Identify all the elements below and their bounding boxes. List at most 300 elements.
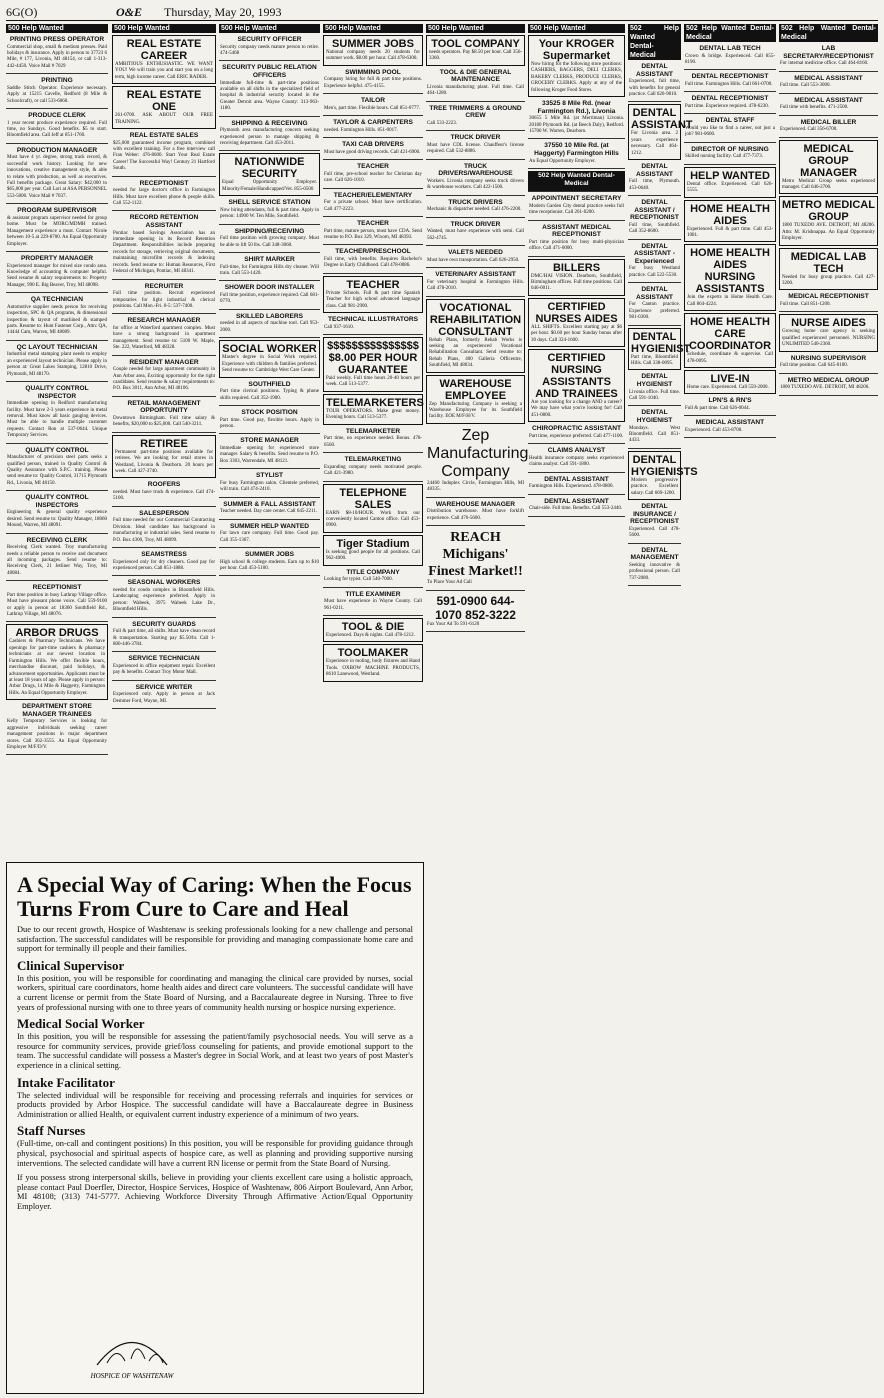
ad-body: 1 year recent produce experience required. Full time, no Sundays. Good benefits. $5 to start. Bloomfield area. Call Jeff at 851-1760. bbox=[7, 120, 107, 139]
classified-ad bbox=[219, 436, 320, 469]
ad-title: CLAIMS ANALYST bbox=[547, 447, 606, 455]
ad-title: TEACHER/ELEMENTARY bbox=[333, 191, 413, 199]
classified-ad bbox=[219, 227, 320, 253]
classified-ad bbox=[684, 313, 776, 368]
ad-title: PRINTING bbox=[41, 77, 73, 85]
classified-ad bbox=[628, 451, 698, 500]
classified-ad bbox=[6, 536, 108, 582]
ad-title: HOME HEALTH AIDES bbox=[690, 202, 770, 227]
classified-ad bbox=[426, 162, 525, 196]
page-number: 6G(O) bbox=[6, 5, 38, 19]
column-heading: 500 Help Wanted bbox=[426, 24, 525, 33]
ad-body: Full & part time, all shifts. Must have clean record & transportation. Starting pay $5.50/hr. Call 1-800-446-3784. bbox=[113, 629, 215, 648]
ad-body: Part time, experience preferred. Call 477-1100. bbox=[529, 433, 624, 439]
classified-ad bbox=[112, 435, 216, 479]
classified-ad bbox=[426, 220, 525, 246]
classified-ad bbox=[528, 497, 625, 517]
column-heading: 502 Help Wanted Dental-Medical bbox=[630, 25, 679, 59]
classified-ad bbox=[528, 259, 625, 296]
ad-body: Join the experts in Home Health Care. Call 864-4224. bbox=[687, 295, 773, 307]
classified-ad bbox=[426, 299, 525, 373]
classified-ad bbox=[323, 118, 423, 138]
classified-ad bbox=[528, 99, 625, 139]
ad-body: Modern progressive practice. Excellent salary. Call 669-1200. bbox=[631, 477, 678, 496]
ad-body: National company needs 20 students for summer work. $8.00 per hour. Call 478-6300. bbox=[326, 50, 420, 62]
ad-title: 502 Help Wanted Dental-Medical bbox=[538, 172, 615, 187]
classified-column bbox=[779, 24, 878, 1394]
ad-title: DENTAL RECEPTIONIST bbox=[691, 73, 769, 81]
column-heading: 500 Help Wanted bbox=[528, 24, 625, 33]
ad-body: Livonia manufacturing plant. Full time. Call 464-1280. bbox=[427, 85, 524, 97]
ad-title: 591-0900 644-1070 852-3222 bbox=[435, 593, 516, 622]
ad-title: TRUCK DRIVERS/WAREHOUSE bbox=[438, 162, 513, 178]
ad-title: 37550 10 Mile Rd. (at Haggerty) Farmington Hills bbox=[534, 142, 619, 158]
hospice-section-body: The selected individual will be responsible for receiving and processing referrals and inquiries for services or products provided by Arbor Hospice. The successful candidate will have a Baccalaureate degree in Business Administration or allied Health, or equivalent current industry experience of a minimum of two years. bbox=[17, 1090, 413, 1119]
classified-ad bbox=[628, 372, 681, 406]
ad-title: DEPARTMENT STORE MANAGER TRAINEES bbox=[22, 703, 92, 718]
ad-title: 33525 8 Mile Rd. (near Farmington Rd.), Livonia bbox=[537, 100, 616, 115]
ad-body: Part time, mature person, must have CDA. Send resume to P.O. Box 329, Wixom, MI 48393. bbox=[324, 228, 422, 241]
classified-ad bbox=[219, 500, 320, 520]
column-heading: 502 Help Wanted Dental-Medical bbox=[686, 25, 774, 41]
classified-ad bbox=[779, 118, 878, 138]
ad-title: DENTAL ASSISTANT bbox=[636, 286, 673, 301]
ad-body: Part time position for busy multi-physician office. Call 471-0000. bbox=[529, 239, 624, 252]
ad-title: WAREHOUSE EMPLOYEE bbox=[439, 377, 512, 402]
classified-ad bbox=[219, 63, 320, 116]
classified-ad bbox=[779, 196, 878, 245]
ad-body: Wanted, must have experience with semi. Call 562-4745. bbox=[427, 229, 524, 241]
ad-title: PROGRAM SUPERVISOR bbox=[17, 207, 97, 215]
ad-body: Schedule, coordinate & supervise. Call 478-0095. bbox=[687, 352, 773, 364]
classified-ad bbox=[628, 546, 681, 586]
ad-body: Mondays. West Bloomfield. Call 851-4433. bbox=[629, 425, 680, 444]
ad-body: needed for condo complex in Bloomfield Hills. Landscaping experience preferred. Apply in person: Wabeek, 3975 Wabeek Lake Dr., Bloomfield Hills. bbox=[113, 588, 215, 613]
ad-title: TAYLOR & CARPENTERS bbox=[333, 119, 413, 127]
ad-title: SUMMER & FALL ASSISTANT bbox=[223, 500, 316, 508]
ad-body: Full-time, for Farmington Hills dry cleaner. Will train. Call 553-1420. bbox=[220, 264, 319, 277]
ad-body: Full time, Plymouth. 453-0640. bbox=[629, 179, 680, 191]
classified-ad bbox=[323, 315, 423, 335]
ad-body: Home care. Experienced. Call 559-2000. bbox=[687, 385, 769, 391]
ad-title: METRO MEDICAL GROUP bbox=[787, 376, 870, 384]
hospice-logo-text: HOSPICE OF WASHTENAW bbox=[90, 1372, 174, 1380]
classified-ad bbox=[6, 76, 108, 109]
ad-title: BILLERS bbox=[552, 261, 601, 274]
classified-ad bbox=[528, 223, 625, 257]
ad-title: REAL ESTATE CAREER bbox=[126, 38, 202, 62]
classified-ad bbox=[112, 282, 216, 315]
hospice-section-title: Medical Social Worker bbox=[17, 1016, 145, 1032]
ad-title: HOME HEALTH AIDES NURSING ASSISTANTS bbox=[690, 247, 770, 296]
ad-title: TITLE EXAMINER bbox=[345, 590, 401, 598]
column-heading: 500 Help Wanted bbox=[6, 24, 108, 33]
ad-title: TOOL & DIE GENERAL MAINTENANCE bbox=[439, 68, 512, 84]
ad-body: High school & college students. Earn up to $10 per hour. Call 453-5100. bbox=[220, 559, 319, 571]
ad-title: LIVE-IN bbox=[710, 373, 750, 386]
ad-body: Security company needs mature person to retire. 474-5468 bbox=[220, 44, 319, 56]
classified-ad bbox=[323, 590, 423, 616]
ad-title: DENTAL HYGIENIST bbox=[636, 373, 673, 389]
classified-ad bbox=[628, 328, 691, 371]
ad-body: Full time needed for our Commercial Contracting Division. Ideal candidate has background in manufacturing or industrial sales. Send resume to P.O. Box 4300, Troy, MI 48099. bbox=[113, 518, 215, 543]
classified-ad bbox=[628, 408, 681, 448]
ad-title: QUALITY CONTROL bbox=[25, 446, 89, 454]
ad-title: REAL ESTATE SALES bbox=[129, 132, 199, 140]
ad-body: Part time, Bloomfield Hills. Call 338-0095. bbox=[631, 354, 678, 367]
classified-ad bbox=[628, 162, 681, 196]
ad-body: 261-0700. ASK ABOUT OUR FREE TRAINING. bbox=[115, 113, 213, 125]
ad-body: Master's degree in Social Work required. Experience with children & families preferred. Send resume to: Cambridge West Care Center. bbox=[222, 355, 317, 374]
ad-title: RECORD RETENTION ASSISTANT bbox=[129, 214, 199, 230]
classified-ad bbox=[323, 219, 423, 245]
ad-body: Couple needed for large apartment community in Ann Arbor area, Exciting opportunity for the right candidates. Send resume & salary requirements to: P.O. Box 3011, Ann Arbor, MI 48106. bbox=[113, 367, 215, 392]
classified-ad bbox=[684, 200, 776, 243]
ad-title: TOOL COMPANY bbox=[431, 38, 520, 50]
classified-ad bbox=[628, 285, 681, 325]
ad-body: needed. Farmington Hills. 851-0017. bbox=[324, 127, 398, 133]
ad-title: TRUCK DRIVER bbox=[450, 134, 501, 142]
ad-body: EARN $8-10/HOUR. Work from our conveniently located Canton office. Call 453-0900. bbox=[326, 510, 420, 529]
page-header bbox=[6, 4, 878, 21]
classified-ad bbox=[323, 276, 423, 313]
ad-body: Expanding company needs motivated people. Call 421-3980. bbox=[324, 464, 422, 477]
ad-body: Part time. Experience required. 478-6230. bbox=[685, 104, 769, 109]
classified-ad bbox=[528, 141, 625, 169]
ad-body: For Livonia area. 2 years experience necessary. Call 464-1212. bbox=[631, 131, 678, 156]
ad-body: Is seeking good people for all positions. Call 962-4000. bbox=[326, 549, 420, 562]
ad-body: Dental office. Experienced. Call 626-5555. bbox=[687, 181, 773, 194]
hospice-ad bbox=[6, 862, 424, 1394]
ad-title: ARBOR DRUGS bbox=[15, 627, 99, 640]
ad-title: NATIONWIDE SECURITY bbox=[234, 156, 305, 181]
ad-title: QC LAYOUT TECHNICIAN bbox=[16, 343, 98, 351]
issue-date: Thursday, May 20, 1993 bbox=[164, 5, 282, 19]
ad-title: TEACHER bbox=[357, 163, 389, 171]
ad-body: Experienced. Days & nights. Call 478-1212. bbox=[326, 632, 415, 638]
ad-title: SECURITY PUBLIC RELATION OFFICERS bbox=[222, 64, 317, 79]
ad-body: Health insurance company seeks experienced claims analyst. Call 591-1800. bbox=[529, 455, 624, 468]
ad-title: DENTAL STAFF bbox=[705, 117, 755, 125]
classified-ad bbox=[684, 72, 776, 92]
classified-ad bbox=[323, 618, 423, 642]
ad-body: Seeking innovative & professional person. Call 737-2080. bbox=[629, 562, 680, 581]
ad-title: MEDICAL BILLER bbox=[800, 118, 857, 126]
ad-body: 24460 Indoplex Circle, Farmington Hills, MI 48335. bbox=[427, 480, 524, 493]
classified-ad bbox=[528, 194, 625, 220]
ad-body: Pontiac based Savings Association has an immediate opening in its Record Retention Department. Responsibilities include preparing records for storage, retrieving original documents, maintaining microfilm records & indexing records. Send resume to: Human Resources, First Federal of Michigan, Pontiac, MI 48341. bbox=[113, 230, 215, 275]
ad-title: SOCIAL WORKER bbox=[222, 343, 317, 356]
classified-ad bbox=[684, 44, 776, 70]
ad-body: AMBITIOUS ENTHUSIASTIC. WE WANT YOU! We will train you and start you on a long term, high income career. Call ERIC RADER. bbox=[115, 62, 213, 80]
ad-body: Full time, pre-school teacher for Christian day care. Call 626-1010. bbox=[324, 171, 422, 184]
classified-ad bbox=[6, 343, 108, 382]
ad-body: 1800 TUXEDO AVE. DETROIT, MI 48206. bbox=[780, 385, 870, 391]
column-heading: 502 Help Wanted Dental-Medical bbox=[781, 25, 876, 41]
classified-ad bbox=[6, 111, 108, 144]
ad-body: Automotive supplier needs person for receiving inspection, SPC & QA programs, & dimensional inspection & layout of machined & stamped parts. Resume to: Hunt Fastener Corp., Attn: QA, 14444 Cam, Warren, MI 48089. bbox=[7, 304, 107, 336]
classified-column bbox=[684, 24, 776, 1394]
classified-ad bbox=[528, 298, 625, 347]
hospice-ad-heading: A Special Way of Caring: When the Focus Turns From Cure to Care and Heal bbox=[17, 872, 412, 921]
hospice-section-title: Clinical Supervisor bbox=[17, 957, 125, 973]
ad-body: Immediate opening in Redford manufacturing facility. Must have 2-3 years experience in metal removal. Must know all basic gauging devices. Must be able to handle multiple customer requests. Contact Ron at 537-0644. Unique Temporary Services. bbox=[7, 401, 107, 439]
ad-body: Experience in tooling, body fixtures and Hand Tools. OXBOW MACHINE PRODUCTS, 8610 Lanewood, Westland. bbox=[326, 659, 420, 678]
ad-body: Looking for typist. Call 540-7000. bbox=[324, 577, 393, 583]
classified-ad bbox=[528, 424, 625, 444]
ad-title: PRODUCTION MANAGER bbox=[16, 146, 98, 154]
classified-ad bbox=[6, 295, 108, 341]
ad-body: Experienced. Call 478-5600. bbox=[629, 526, 680, 539]
classified-ad bbox=[426, 35, 525, 66]
ad-body: For lawn care company. Full time. Good pay. Call 355-1367. bbox=[220, 531, 319, 543]
classified-ad bbox=[684, 418, 776, 438]
ad-body: Crown & bridge. Experienced. Call 855-8190. bbox=[685, 53, 775, 65]
classified-ad bbox=[6, 624, 108, 700]
classified-ad bbox=[219, 35, 320, 61]
classified-ad bbox=[323, 35, 423, 66]
classified-ad bbox=[779, 248, 878, 291]
ad-body: Chair-side. Full time. Benefits. Call 553-2440. bbox=[529, 506, 623, 512]
classified-ad bbox=[112, 358, 216, 397]
ad-body: Part time clerical positions. Typing & phone skills required. Call 352-1900. bbox=[220, 389, 319, 401]
ad-title: SOUTHFIELD bbox=[248, 380, 291, 388]
classified-ad bbox=[426, 270, 525, 296]
ad-title: PROPERTY MANAGER bbox=[20, 254, 94, 262]
ad-body: Receiving Clerk wanted. Troy manufacturing needs a reliable person to receive and document all incoming packages. Send resume to: Receiving Clerk, 21 Jetliner Way, Troy, MI 48084. bbox=[7, 545, 107, 576]
ad-title: HELP WANTED bbox=[690, 169, 770, 182]
ad-body: $25,000 guaranteed income program, combined with excellent training. For a free interview call Fran Weber: 476-8600. Start Your Real Estate Career! The Successful Way! Century 21 Hartford South. bbox=[113, 140, 215, 172]
ad-body: Cashiers & Pharmacy Technicians. We have openings for part-time cashiers & pharmacy technicians at our newest location in Farmington Hills. We offer flexible hours, merchandise discount, paid holidays, & advancement opportunities. Applicants must be at least 18 years of age. Please apply in person: Arbor Drugs, 14 Mile & Haggerty, Farmington Hills. An Equal Opportunity Employer. bbox=[9, 639, 105, 696]
classified-ad bbox=[6, 384, 108, 444]
ad-body: Saddle Stitch Operator. Experience necessary. Apply at 15215 Cavelle, Redford (8 Mile & Schoolcraft), or call 533-6060. bbox=[7, 85, 107, 104]
ad-title: SWIMMING POOL bbox=[345, 68, 401, 76]
ad-title: TEACHER bbox=[346, 278, 400, 291]
classified-ad bbox=[426, 500, 525, 526]
ad-body: Experienced, full time, with benefits for general practice. Call 626-9810. bbox=[629, 79, 680, 97]
ad-title: DENTAL ASSISTANT bbox=[631, 107, 693, 132]
classified-ad bbox=[219, 283, 320, 309]
ad-body: For busy Farmington salon. Clientele preferred, will train. Call 474-2410. bbox=[220, 480, 319, 493]
classified-ad bbox=[112, 316, 216, 355]
ad-title: SALESPERSON bbox=[139, 509, 189, 517]
classified-ad bbox=[112, 213, 216, 279]
ad-title: TAXI CAB DRIVERS bbox=[342, 141, 404, 149]
ad-title: TELEMARKETING bbox=[344, 456, 402, 464]
ad-body: Rehab Plans, formerly Rehab Works is seeking an experienced Vocational Rehabilitation Consultant. Send resume to: Rehab Plans, 400 Galleria Officentre, Southfield, MI 48034. bbox=[429, 337, 522, 369]
classified-column bbox=[112, 24, 216, 860]
ad-body: Private Schools. Full & part time Spanish Teacher for high school advanced language class. Call 981-2900. bbox=[326, 290, 420, 309]
classified-ad bbox=[219, 522, 320, 548]
ad-title: RECEPTIONIST bbox=[139, 179, 189, 187]
classified-ad bbox=[426, 375, 525, 424]
hospice-ad-intro: Due to our recent growth, Hospice of Washtenaw is seeking professionals looking for a new challenge and personal satisfaction. The successful candidates will be responsible for providing and managing compassionate home care and support for terminally ill people and their families. bbox=[17, 925, 413, 954]
classified-ad bbox=[684, 244, 776, 311]
ad-title: LAB SECRETARY/RECEPTIONIST bbox=[783, 45, 874, 60]
ad-title: CHIROPRACTIC ASSISTANT bbox=[531, 425, 621, 433]
ad-body: Manufacturer of precision steel parts seeks a qualified person, trained in Quality Control & Quality Assurance with S.P.C. training. Please send resume to: Quality Control, 31715 Plymouth Rd., Livonia, MI 48150. bbox=[7, 455, 107, 486]
ad-title: SHOWER DOOR INSTALLER bbox=[224, 284, 315, 292]
classified-ad bbox=[528, 446, 625, 472]
ad-body: Mechanic & dispatcher needed. Call 476-2200. bbox=[427, 207, 522, 213]
ad-body: Part time, no experience needed. Bonus. 478-6560. bbox=[324, 436, 422, 448]
ad-title: SERVICE TECHNICIAN bbox=[128, 655, 200, 663]
classified-ad bbox=[426, 528, 525, 590]
classified-ad bbox=[684, 396, 776, 416]
ad-body: Full & part time. Call 626-0044. bbox=[685, 406, 750, 412]
ad-title: DENTAL ASSISTANT - Experienced bbox=[634, 242, 675, 265]
ad-title: RECEPTIONIST bbox=[32, 584, 82, 592]
classified-ad bbox=[323, 644, 423, 681]
classified-column bbox=[6, 24, 108, 860]
ad-body: For busy Westland practice. Call 522-5530. bbox=[629, 266, 680, 278]
ad-title: DENTAL INSURANCE / RECEPTIONIST bbox=[630, 503, 679, 526]
ad-body: Experienced only for dry cleaners. Good pay for experienced person. Call 851-1888. bbox=[113, 559, 215, 571]
ad-title: TRUCK DRIVERS bbox=[448, 198, 503, 206]
classified-ad bbox=[6, 446, 108, 492]
ad-title: TELEMARKETERS bbox=[326, 396, 424, 409]
ad-body: To Place Your Ad Call bbox=[427, 580, 472, 586]
classified-ad bbox=[219, 340, 320, 377]
classified-ad bbox=[219, 255, 320, 281]
ad-body: & assistant program supervisor needed for group home. Must be MORC/MDMH trained. Management experience a must. Contact Nicole between 10-5 at 229-8700. An Equal Opportunity Employer. bbox=[7, 215, 107, 247]
ad-title: STOCK POSITION bbox=[241, 408, 298, 416]
classified-ad bbox=[528, 171, 625, 192]
classified-ad bbox=[112, 35, 216, 84]
ad-title: TOOLMAKER bbox=[337, 647, 409, 660]
classified-ad bbox=[528, 35, 625, 97]
classified-ad bbox=[779, 96, 878, 116]
classified-ad bbox=[6, 35, 108, 74]
ad-title: SECURITY GUARDS bbox=[132, 620, 196, 628]
ad-title: RECRUITER bbox=[144, 282, 184, 290]
ad-title: SKILLED LABORERS bbox=[235, 312, 304, 320]
ad-body: for office at Waterford apartment complex. Must have a strong background in apartment management. Send resume to: 5100 W. Maple, Ste. 222, Waterford, MI 48328. bbox=[113, 325, 215, 351]
ad-body: Workers. Livonia company seeks truck drivers & warehouse workers. Call 422-1500. bbox=[427, 179, 524, 191]
ad-title: VETERINARY ASSISTANT bbox=[435, 271, 516, 279]
ad-title: PRINTING PRESS OPERATOR bbox=[9, 36, 105, 43]
classified-ad bbox=[779, 354, 878, 374]
ad-body: Equal Opportunity Employer. Minority/Female/Handicapped/Vet. 855-0500 bbox=[222, 180, 317, 192]
classified-ad bbox=[528, 475, 625, 495]
classified-ad bbox=[219, 550, 320, 576]
ad-title: SUMMER JOBS bbox=[332, 38, 414, 50]
ad-body: DMC/HAI VISION. Dearborn, Southfield, Birmingham offices. Full time positions. Call 646-0011. bbox=[531, 273, 622, 292]
ad-body: 1800 TUXEDO AVE. DETROIT, MI 48206. Attn: M. Krishnappa. An Equal Opportunity Employer. bbox=[782, 223, 875, 242]
ad-body: For Canton practice. Experience preferred. 981-0300. bbox=[629, 302, 680, 321]
classified-ad bbox=[628, 502, 681, 544]
ad-body: For internal medicine office. Call 464-8160. bbox=[780, 61, 869, 67]
classified-ad bbox=[779, 74, 878, 94]
ad-title: MEDICAL ASSISTANT bbox=[794, 74, 863, 82]
ad-title: SEASONAL WORKERS bbox=[127, 579, 201, 587]
ad-title: QA TECHNICIAN bbox=[30, 296, 84, 304]
ad-title: Your KROGER Supermarket bbox=[538, 38, 615, 62]
classified-ad bbox=[779, 140, 878, 195]
ad-title: MEDICAL ASSISTANT bbox=[695, 419, 765, 427]
ad-body: Needed for busy group practice. Call 427-3200. bbox=[782, 274, 875, 287]
ad-title: ROOFERS bbox=[147, 481, 181, 489]
ad-title: SECURITY OFFICER bbox=[237, 36, 302, 43]
classified-ad bbox=[323, 535, 423, 566]
ad-title: REAL ESTATE ONE bbox=[126, 89, 202, 114]
ad-body: Growing home care agency is seeking qualified experienced personnel. NURSING UNLIMITED 540-2360. bbox=[782, 329, 875, 348]
classified-ad bbox=[323, 162, 423, 188]
ad-body: Call 937-1610. bbox=[324, 324, 354, 330]
ad-title: MEDICAL RECEPTIONIST bbox=[788, 293, 869, 301]
classified-ad bbox=[323, 484, 423, 533]
ad-title: DIRECTOR OF NURSING bbox=[691, 145, 769, 153]
ad-title: VOCATIONAL REHABILITATION CONSULTANT bbox=[429, 301, 522, 338]
ad-title: SUMMER HELP WANTED bbox=[229, 522, 309, 530]
ad-body: Fax Your Ad To 591-6120 bbox=[427, 621, 480, 627]
ad-title: DENTAL MANAGEMENT bbox=[630, 546, 679, 562]
ad-title: SHELL SERVICE STATION bbox=[228, 199, 311, 207]
classified-ad bbox=[219, 119, 320, 152]
ad-title: SERVICE WRITER bbox=[135, 683, 193, 691]
ad-body: Experienced only. Apply in person at Jack Demmer Ford, Wayne, MI. bbox=[113, 692, 215, 704]
ad-title: SHIPPING/RECEIVING bbox=[234, 227, 305, 235]
ad-title: VALETS NEEDED bbox=[448, 249, 503, 257]
ad-body: Full time, Southfield. Call 352-8600. bbox=[629, 222, 680, 235]
hospice-section-body: In this position, you will be responsible for assessing the patient/family psychosocial needs. You will serve as a resource for community services, provide grief/loss counseling for patients, and provide emotional support to the team. The successful candidate will possess a Master's degree in Social Work, and at least two years of post Master's experience in a clinical setting. bbox=[17, 1032, 413, 1070]
ad-title: RESIDENT MANAGER bbox=[129, 358, 199, 366]
hospice-section-body: (Full-time, on-call and contingent positions) In this position, you will be responsible for providing guidance through physical, psychosocial and spiritual aspects of hospice care, as well as planning and providing supportive nursing interventions. The selected candidate will have a current RN license or permit from the State Board of Nursing. bbox=[17, 1139, 413, 1168]
ad-body: Company hiring for full & part time positions. Experience helpful. 475-4155. bbox=[324, 77, 422, 89]
classified-ad bbox=[6, 583, 108, 622]
classified-ad bbox=[323, 96, 423, 116]
ad-body: Downtown Birmingham. Full time salary & benefits, $20,000 to $25,000. Call 540-3211. bbox=[113, 415, 215, 428]
ad-body: For veterinary hospital in Farmington Hills. Call 478-2010. bbox=[427, 279, 524, 292]
classified-ad bbox=[219, 471, 320, 497]
ad-title: DENTAL ASSISTANT bbox=[544, 475, 609, 483]
classified-ad bbox=[6, 206, 108, 252]
classified-ad bbox=[323, 191, 423, 217]
ad-body: Engineering & general quality experience desired. Send resume to: Quality Manager, 18060 Mound, Warren, MI 48091. bbox=[7, 510, 107, 529]
classified-ad bbox=[426, 248, 525, 268]
hospice-ad-sections bbox=[7, 954, 423, 1212]
ad-body: Experienced. Call 356-6700. bbox=[780, 127, 838, 133]
classified-ad bbox=[779, 314, 878, 351]
classified-ad bbox=[426, 133, 525, 159]
classified-ad bbox=[628, 104, 693, 160]
classified-ad bbox=[323, 427, 423, 453]
ad-body: Industrial metal stamping plant needs to employ an experienced layout technician. Please apply in person at: Great Lakes Stamping, 12810 Drive, Plymouth, MI 48170. bbox=[7, 352, 107, 377]
ad-body: Zep Manufacturing Company is seeking a Warehouse Employee for its Southfield facility. EOE M/F/H/V. bbox=[429, 401, 522, 420]
classified-ad bbox=[528, 349, 625, 422]
classified-ad bbox=[219, 198, 320, 224]
classified-ad bbox=[426, 104, 525, 132]
classified-ad bbox=[684, 145, 776, 165]
ad-title: SHIPPING & RECEIVING bbox=[231, 119, 308, 127]
ad-body: Full time position with growing company. Must be able to lift 50 lbs. Call 348-3060. bbox=[220, 236, 319, 248]
ad-body: Full time. Call 851-1200. bbox=[780, 302, 831, 308]
ad-title: QUALITY CONTROL INSPECTORS bbox=[25, 494, 89, 509]
ad-title: RETAIL MANAGEMENT OPPORTUNITY bbox=[127, 399, 201, 415]
classified-ad bbox=[426, 593, 525, 632]
classified-ad bbox=[323, 247, 423, 273]
classified-ad bbox=[219, 312, 320, 338]
classified-ad bbox=[112, 131, 216, 177]
ad-title: RECEIVING CLERK bbox=[26, 536, 88, 544]
classified-ad bbox=[684, 116, 776, 142]
classified-ad bbox=[112, 550, 216, 576]
ad-body: Men's, part time. Flexible hours. Call 851-0777. bbox=[324, 105, 421, 111]
ad-title: TEACHER bbox=[357, 220, 389, 228]
ad-title: APPOINTMENT SECRETARY bbox=[531, 195, 622, 203]
ad-title: Tiger Stadium bbox=[336, 537, 410, 550]
ad-title: TREE TRIMMERS & GROUND CREW bbox=[429, 104, 522, 120]
